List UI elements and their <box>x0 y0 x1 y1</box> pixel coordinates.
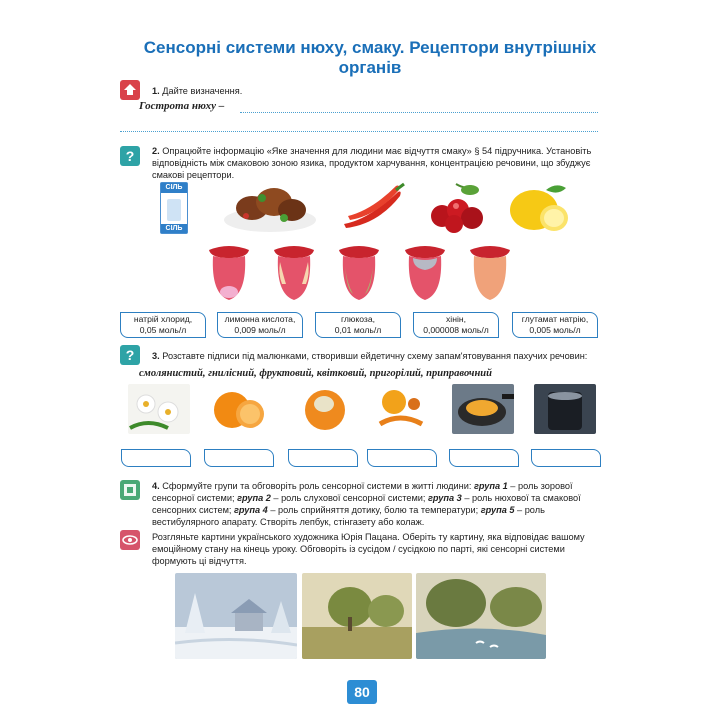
group-label: група 5 <box>480 505 515 515</box>
question-mark-icon: ? <box>125 347 135 363</box>
answer-line[interactable] <box>240 112 598 113</box>
question-mark-icon: ? <box>125 148 135 164</box>
reflection-icon <box>120 530 140 550</box>
answer-input[interactable] <box>121 449 191 467</box>
substance-box <box>120 312 206 338</box>
salt-pack-label: СІЛЬ <box>161 183 187 193</box>
winter-painting[interactable] <box>175 573 297 659</box>
task4-text-part: – роль сприйняття дотику, болю та температури; <box>267 505 481 515</box>
tongue-diagram-tip <box>207 244 251 302</box>
answer-input[interactable] <box>288 449 358 467</box>
page-number: 80 <box>347 680 377 704</box>
question-icon <box>120 146 140 166</box>
tongue-diagram-whole <box>468 244 512 302</box>
task2-text <box>152 145 600 181</box>
group-label: група 2 <box>237 493 271 503</box>
task4-text-part: – роль зорової сенсорної системи; <box>152 481 573 503</box>
substance-concentration: 0,01 моль/л <box>334 325 382 335</box>
salt-pack-image <box>160 182 188 234</box>
task1-number: 1. <box>152 86 160 96</box>
task4-text <box>152 480 600 528</box>
substance-name: глутамат натрію, <box>521 314 589 324</box>
substance-box <box>413 312 499 338</box>
group-label: група 1 <box>473 481 508 491</box>
burnt-pan-photo <box>452 384 514 434</box>
salt-pack-label: СІЛЬ <box>161 224 187 233</box>
task1-term: Гострота нюху – <box>139 100 225 112</box>
substance-box <box>512 312 598 338</box>
task4-text-part: – роль слухової сенсорної системи; <box>270 493 429 503</box>
answer-input[interactable] <box>531 449 601 467</box>
summer-painting[interactable] <box>302 573 412 659</box>
answer-input[interactable] <box>204 449 274 467</box>
task3-text <box>152 350 602 362</box>
task3-number: 3. <box>152 351 160 361</box>
task4-text-part: Сформуйте групи та обговоріть роль сенсорної системи в житті людини: <box>162 481 474 491</box>
rotten-orange-photo <box>294 384 356 434</box>
substance-box <box>315 312 401 338</box>
task5-text: Розгляньте картини українського художника Юрія Пацана. Оберіть ту картину, яка відповідає вашому емоційному стану на кінець уроку. Обговоріть із сусідом / сусідкою по парті, які сенсорні системи формують ці відчуття. <box>152 532 585 566</box>
group-work-icon <box>120 480 140 500</box>
substance-name: хінін, <box>446 314 466 324</box>
answer-input[interactable] <box>449 449 519 467</box>
task1-instruction: Дайте визначення. <box>162 86 243 96</box>
tongue-diagram-sides <box>272 244 316 302</box>
substance-name: глюкоза, <box>340 314 376 324</box>
task1-line <box>152 85 242 97</box>
substance-name: лимонна кислота, <box>224 314 296 324</box>
definition-icon <box>120 80 140 100</box>
spice-peel-photo <box>370 384 432 434</box>
page-title: Сенсорні системи нюху, смаку. Рецептори внутрішніх органів <box>143 38 597 77</box>
substance-name: натрій хлорид, <box>133 314 193 324</box>
substance-concentration: 0,005 моль/л <box>529 325 581 335</box>
substance-box <box>217 312 303 338</box>
orange-slices-photo <box>208 384 270 434</box>
smell-words: смолянистий, гнилісний, фруктовий, квітковий, пригорілий, приправочний <box>139 368 492 379</box>
task2-number: 2. <box>152 146 160 156</box>
task2-instruction: Опрацюйте інформацію «Яке значення для людини має відчуття смаку» § 54 підручника. Установіть відповідність між смаковою зоною язика, продуктом харчування, концентрацією речовини, що збуджує смакові рецептори. <box>152 146 592 180</box>
meat-dish-image <box>222 180 318 234</box>
tongue-diagram-back <box>403 244 447 302</box>
resin-jar-photo <box>534 384 596 434</box>
chili-pepper-image <box>338 180 408 234</box>
cherries-image <box>426 180 488 234</box>
task4-text-part: – роль вестибулярного апарату. Створіть лепбук, стінгазету або колаж. <box>152 505 545 527</box>
tongue-diagram-front-sides <box>337 244 381 302</box>
question-icon <box>120 345 140 365</box>
river-painting[interactable] <box>416 573 546 659</box>
lemon-image <box>506 180 570 234</box>
substance-concentration: 0,009 моль/л <box>234 325 286 335</box>
answer-input[interactable] <box>367 449 437 467</box>
group-label: група 3 <box>428 493 462 503</box>
substance-concentration: 0,05 моль/л <box>139 325 187 335</box>
answer-line[interactable] <box>120 131 598 132</box>
white-flowers-photo <box>128 384 190 434</box>
task4-number: 4. <box>152 481 160 491</box>
task3-instruction: Розставте підписи під малюнками, створивши ейдетичну схему запам'ятовування пахучих речовин: <box>162 351 588 361</box>
task4-text-part: – роль нюхової та смакової сенсорних систем; <box>152 493 581 515</box>
group-label: група 4 <box>234 505 268 515</box>
substance-concentration: 0,000008 моль/л <box>423 325 489 335</box>
